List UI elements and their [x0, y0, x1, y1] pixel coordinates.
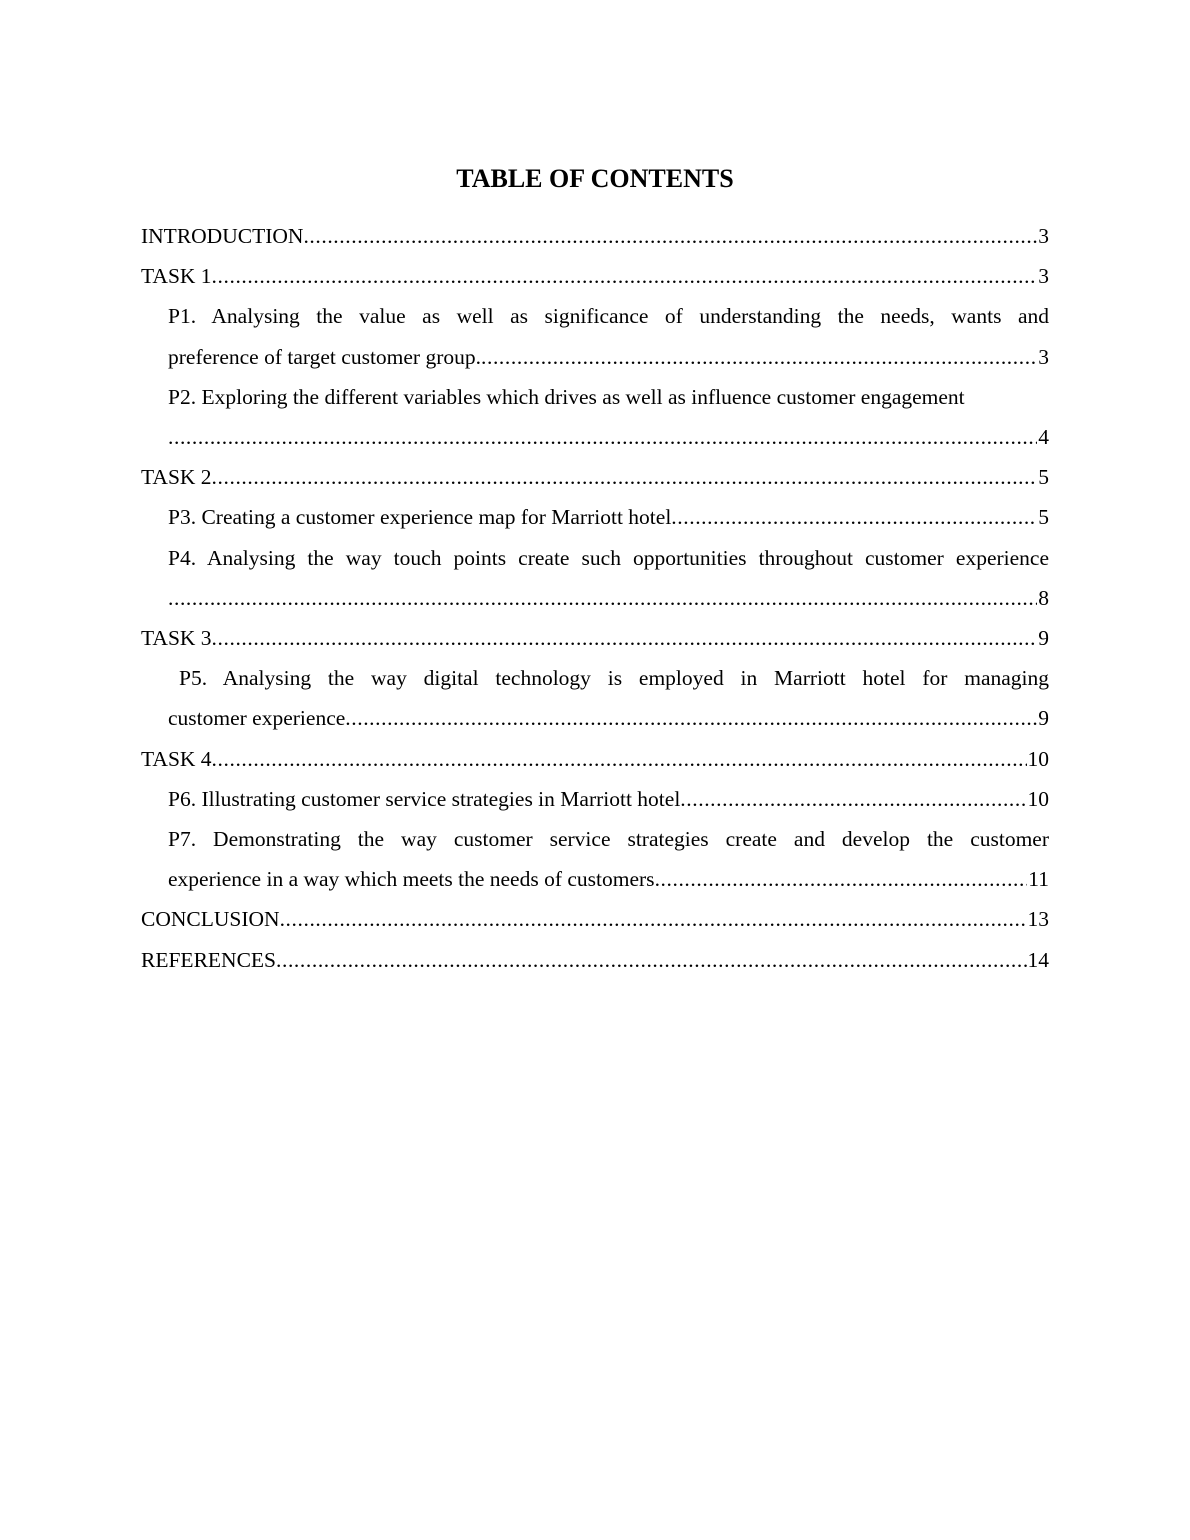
toc-entry-line: P4. Analysing the way touch points create such opportunities throughout customer experience	[168, 545, 1049, 570]
toc-entry-line: P7. Demonstrating the way customer service strategies create and develop the customer	[168, 827, 1049, 852]
toc-entry-label: experience in a way which meets the needs of customers	[168, 867, 655, 892]
toc-page-number: 9	[1038, 626, 1049, 651]
toc-entry-p5[interactable]	[168, 658, 1049, 738]
toc-entry-p7[interactable]	[168, 819, 1049, 899]
toc-entry-label: CONCLUSION	[141, 907, 280, 932]
dot-leader	[280, 899, 1027, 939]
toc-page-number: 3	[1038, 344, 1049, 369]
toc-page-number: 11	[1028, 867, 1049, 892]
dot-leader	[303, 216, 1037, 256]
dot-leader	[212, 457, 1038, 497]
toc-entry-line: P2. Exploring the different variables which drives as well as influence customer engagement	[168, 384, 965, 409]
toc-entry-task-1[interactable]	[141, 256, 1049, 296]
toc-list	[141, 216, 1049, 980]
toc-entry-p1[interactable]	[168, 296, 1049, 376]
toc-entry-p6[interactable]	[168, 779, 1049, 819]
toc-entry-label: TASK 3	[141, 626, 212, 651]
toc-entry-task-2[interactable]	[141, 457, 1049, 497]
toc-entry-line: P5. Analysing the way digital technology is employed in Marriott hotel for managing	[179, 666, 1049, 691]
toc-page-number: 3	[1038, 224, 1049, 248]
toc-entry-label: preference of target customer group.	[168, 344, 481, 369]
toc-page-number: 10	[1027, 746, 1049, 771]
toc-entry-line: P1. Analysing the value as well as significance of understanding the needs, wants and	[168, 304, 1049, 329]
toc-entry-p2[interactable]	[168, 377, 1049, 457]
dot-leader	[680, 779, 1026, 819]
toc-page-number: 8	[1038, 585, 1049, 610]
dot-leader	[671, 497, 1037, 537]
toc-page-number: 5	[1038, 465, 1049, 490]
toc-entry-label: TASK 1	[141, 264, 212, 289]
toc-entry-label: REFERENCES	[141, 947, 276, 972]
toc-entry-label: TASK 2	[141, 465, 212, 490]
toc-page-number: 3	[1038, 264, 1049, 289]
toc-entry-references[interactable]	[141, 940, 1049, 980]
dot-leader	[168, 578, 1037, 618]
dot-leader	[276, 940, 1027, 980]
dot-leader	[212, 739, 1027, 779]
toc-entry-task-4[interactable]	[141, 739, 1049, 779]
toc-entry-label: customer experience	[168, 706, 346, 731]
toc-page-number: 14	[1027, 947, 1049, 972]
toc-page-number: 4	[1038, 425, 1049, 450]
dot-leader	[655, 859, 1028, 899]
toc-page-number: 9	[1038, 706, 1049, 731]
toc-page-number: 10	[1027, 786, 1049, 811]
page-title: TABLE OF CONTENTS	[456, 164, 734, 193]
toc-entry-p3[interactable]	[168, 497, 1049, 537]
toc-page-number: 5	[1038, 505, 1049, 530]
toc-entry-conclusion[interactable]	[141, 899, 1049, 939]
toc-entry-label: INTRODUCTION	[141, 224, 304, 248]
toc-entry-label: P3. Creating a customer experience map for Marriott hotel	[168, 505, 672, 530]
dot-leader	[168, 417, 1037, 457]
dot-leader	[345, 698, 1037, 738]
dot-leader	[212, 618, 1038, 658]
dot-leader	[212, 256, 1038, 296]
toc-entry-introduction[interactable]	[141, 216, 1049, 256]
toc-entry-label: P6. Illustrating customer service strategies in Marriott hotel	[168, 786, 681, 811]
toc-entry-p4[interactable]	[168, 538, 1049, 618]
dot-leader	[481, 337, 1037, 377]
toc-page-number: 13	[1027, 907, 1049, 932]
toc-entry-task-3[interactable]	[141, 618, 1049, 658]
toc-entry-label: TASK 4	[141, 746, 212, 771]
